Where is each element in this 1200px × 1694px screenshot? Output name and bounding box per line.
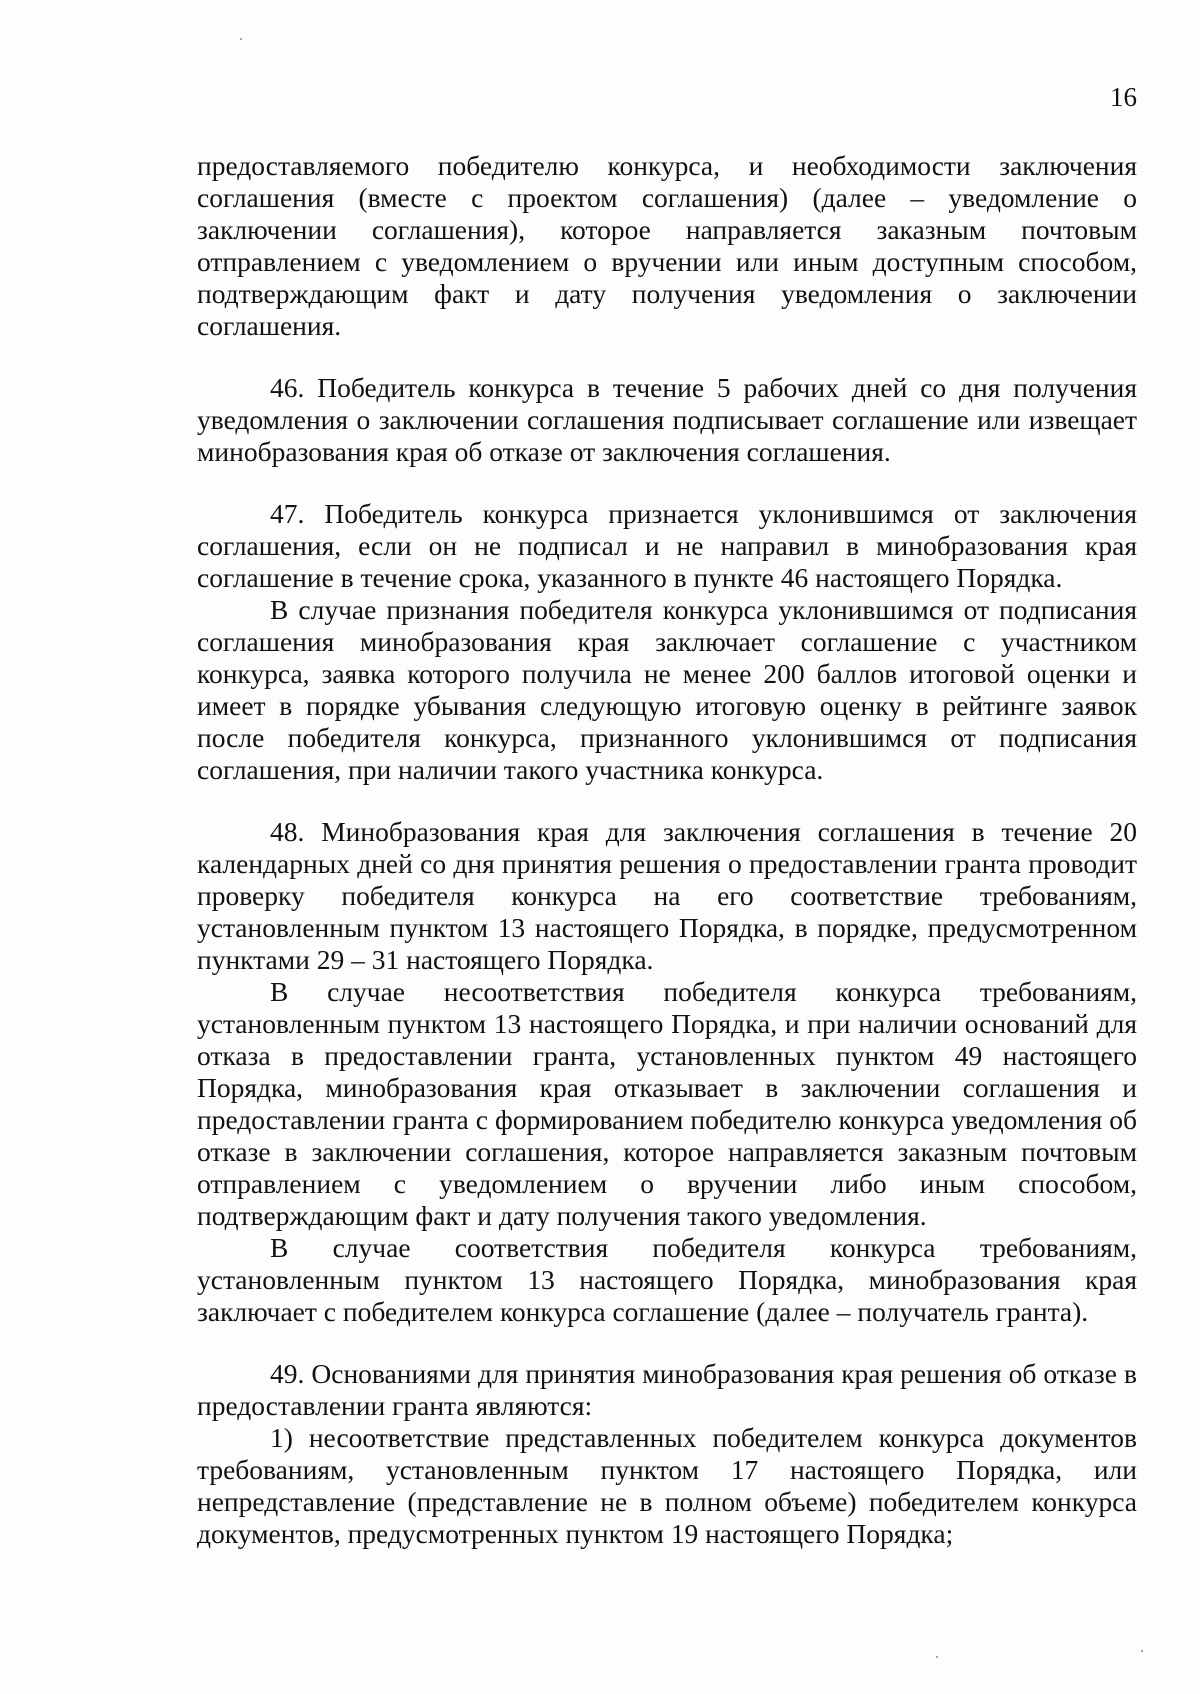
paragraph-gap [197,786,1137,816]
paragraph-46: 46. Победитель конкурса в течение 5 рабочих дней со дня получения уведомления о заключении соглашения подписывает соглашение или извещает минобразования края об отказе от заключения соглашения. [197,372,1137,467]
paragraph-gap [197,342,1137,372]
document-body [197,150,1137,1550]
scan-speck [240,38,242,40]
paragraph-47: 47. Победитель конкурса признается уклонившимся от заключения соглашения, если он не подписал и не направил в минобразования края соглашение в течение срока, указанного в пункте 46 настоящего Порядка. [197,498,1137,593]
paragraph-45-continuation: предоставляемого победителю конкурса, и необходимости заключения соглашения (вместе с проектом соглашения) (далее – уведомление о заключении соглашения), которое направляется заказным почтовым отправлением с уведомлением о вручении или иным доступным способом, подтверждающим факт и дату получения уведомления о заключении соглашения. [197,150,1137,341]
paragraph-gap [197,1328,1137,1358]
paragraph-49: 49. Основаниями для принятия минобразования края решения об отказе в предоставлении гранта являются: [197,1358,1137,1421]
paragraph-49-item-1: 1) несоответствие представленных победителем конкурса документов требованиям, установленным пунктом 17 настоящего Порядка, или непредставление (представление не в полном объеме) победителем конкурса документов, предусмотренных пунктом 19 настоящего Порядка; [197,1422,1137,1549]
scan-speck [1141,1650,1143,1652]
paragraph-48-compliance-case: В случае соответствия победителя конкурса требованиям, установленным пунктом 13 настоящего Порядка, минобразования края заключает с победителем конкурса соглашение (далее – получатель гранта). [197,1232,1137,1327]
paragraph-48: 48. Минобразования края для заключения соглашения в течение 20 календарных дней со дня принятия решения о предоставлении гранта проводит проверку победителя конкурса на его соответствие требованиям, установленным пунктом 13 настоящего Порядка, в порядке, предусмотренном пунктами 29 – 31 настоящего Порядка. [197,816,1137,975]
scan-speck [936,1656,938,1658]
paragraph-gap [197,468,1137,498]
page-number: 16 [1110,82,1137,112]
paragraph-47-evasion-case: В случае признания победителя конкурса уклонившимся от подписания соглашения минобразования края заключает соглашение с участником конкурса, заявка которого получила не менее 200 баллов итоговой оценки и имеет в порядке убывания следующую итоговую оценку в рейтинге заявок после победителя конкурса, признанного уклонившимся от подписания соглашения, при наличии такого участника конкурса. [197,594,1137,785]
paragraph-48-noncompliance-case: В случае несоответствия победителя конкурса требованиям, установленным пунктом 13 настоящего Порядка, и при наличии оснований для отказа в предоставлении гранта, установленных пунктом 49 настоящего Порядка, минобразования края отказывает в заключении соглашения и предоставлении гранта с формированием победителю конкурса уведомления об отказе в заключении соглашения, которое направляется заказным почтовым отправлением с уведомлением о вручении либо иным способом, подтверждающим факт и дату получения такого уведомления. [197,976,1137,1231]
